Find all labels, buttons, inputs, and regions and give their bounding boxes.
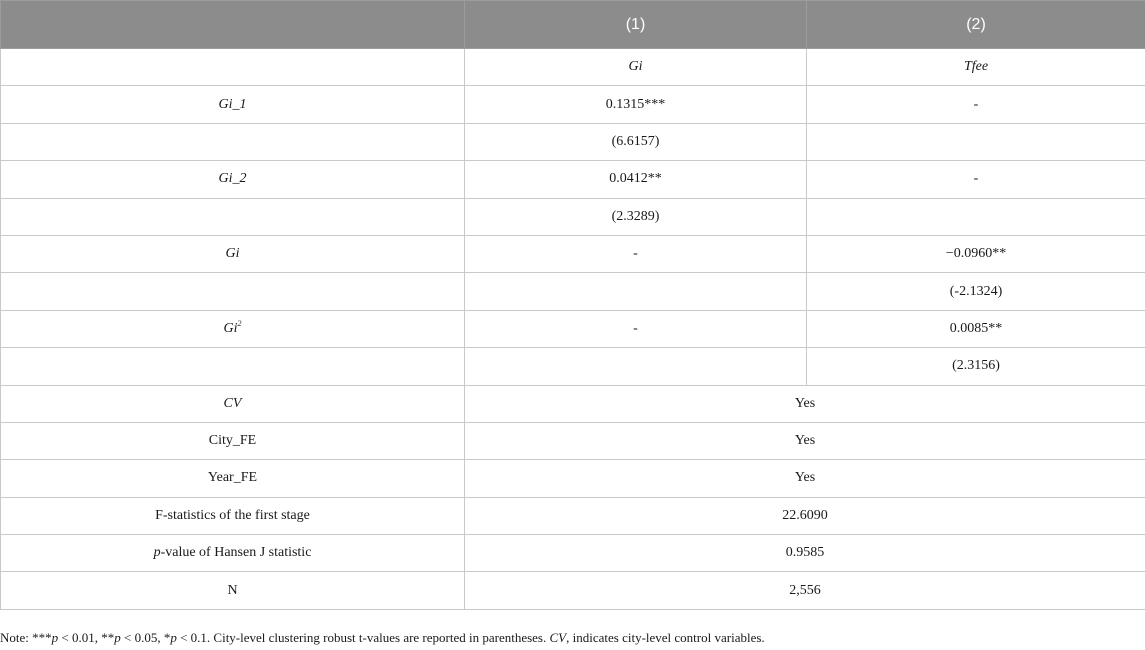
cell-col1: (2.3289) xyxy=(465,198,807,235)
row-label: Gi xyxy=(1,235,465,272)
table-row-merged xyxy=(1,497,1145,534)
row-label xyxy=(1,348,465,385)
table-row-merged xyxy=(1,572,1145,609)
row-label-base: Gi xyxy=(223,320,238,336)
table-row-merged xyxy=(1,422,1145,459)
cell-col2: 0.0085** xyxy=(807,310,1145,347)
row-label: Gi_2 xyxy=(1,161,465,198)
table-row xyxy=(1,348,1145,385)
note-text: < 0.05, * xyxy=(120,630,171,645)
row-label-n: N xyxy=(1,572,465,609)
row-label-city-fe: City_FE xyxy=(1,422,465,459)
table-row xyxy=(1,273,1145,310)
table-row xyxy=(1,123,1145,160)
cell-col2: (2.3156) xyxy=(807,348,1145,385)
note-p: p xyxy=(170,630,177,645)
row-label-hansen-j xyxy=(1,535,465,572)
note-p: p xyxy=(114,630,121,645)
row-label xyxy=(1,273,465,310)
merged-value: 22.6090 xyxy=(465,497,1145,534)
cell-col2: (-2.1324) xyxy=(807,273,1145,310)
cell-col2: - xyxy=(807,161,1145,198)
row-label xyxy=(1,123,465,160)
merged-value: 0.9585 xyxy=(465,535,1145,572)
table-row xyxy=(1,161,1145,198)
row-label-year-fe: Year_FE xyxy=(1,460,465,497)
dependent-var-blank xyxy=(1,49,465,86)
note-p: p xyxy=(51,630,59,645)
merged-value: Yes xyxy=(465,460,1145,497)
table-row xyxy=(1,86,1145,123)
cell-col2: - xyxy=(807,86,1145,123)
cell-col1: 0.0412** xyxy=(465,161,807,198)
cell-col2: −0.0960** xyxy=(807,235,1145,272)
dependent-var-2: Tfee xyxy=(807,49,1145,86)
row-label xyxy=(1,198,465,235)
merged-value: Yes xyxy=(465,422,1145,459)
table-row xyxy=(1,310,1145,347)
table-row-merged xyxy=(1,535,1145,572)
cell-col2 xyxy=(807,198,1145,235)
row-label-f-statistic: F-statistics of the first stage xyxy=(1,497,465,534)
superscript-2: 2 xyxy=(237,318,242,328)
note-text: , indicates city-level control variables. xyxy=(566,630,765,645)
row-label-gi-squared xyxy=(1,310,465,347)
merged-value: 2,556 xyxy=(465,572,1145,609)
row-label: Gi_1 xyxy=(1,86,465,123)
header-cell-model-2: (2) xyxy=(807,1,1145,49)
cell-col1 xyxy=(465,348,807,385)
label-italic-p: p xyxy=(153,545,161,561)
cell-col1: (6.6157) xyxy=(465,123,807,160)
dependent-variable-row xyxy=(1,49,1145,86)
row-label-cv: CV xyxy=(1,385,465,422)
note-cv: CV xyxy=(549,630,567,645)
cell-col1: - xyxy=(465,235,807,272)
cell-col1: 0.1315*** xyxy=(465,86,807,123)
header-row xyxy=(1,1,1145,49)
table-row xyxy=(1,235,1145,272)
header-cell-model-1: (1) xyxy=(465,1,807,49)
merged-value: Yes xyxy=(465,385,1145,422)
cell-col1: - xyxy=(465,310,807,347)
note-text: Note: *** xyxy=(0,630,52,645)
header-cell-blank xyxy=(1,1,465,49)
table-row xyxy=(1,198,1145,235)
table-row-merged xyxy=(1,460,1145,497)
table-note xyxy=(0,630,1145,646)
label-rest: -value of Hansen J statistic xyxy=(160,545,312,561)
table-row-merged xyxy=(1,385,1145,422)
cell-col2 xyxy=(807,123,1145,160)
dependent-var-1: Gi xyxy=(465,49,807,86)
note-text: < 0.1. City-level clustering robust t-values are reported in parentheses. xyxy=(176,630,550,645)
cell-col1 xyxy=(465,273,807,310)
note-text: < 0.01, ** xyxy=(58,630,115,645)
